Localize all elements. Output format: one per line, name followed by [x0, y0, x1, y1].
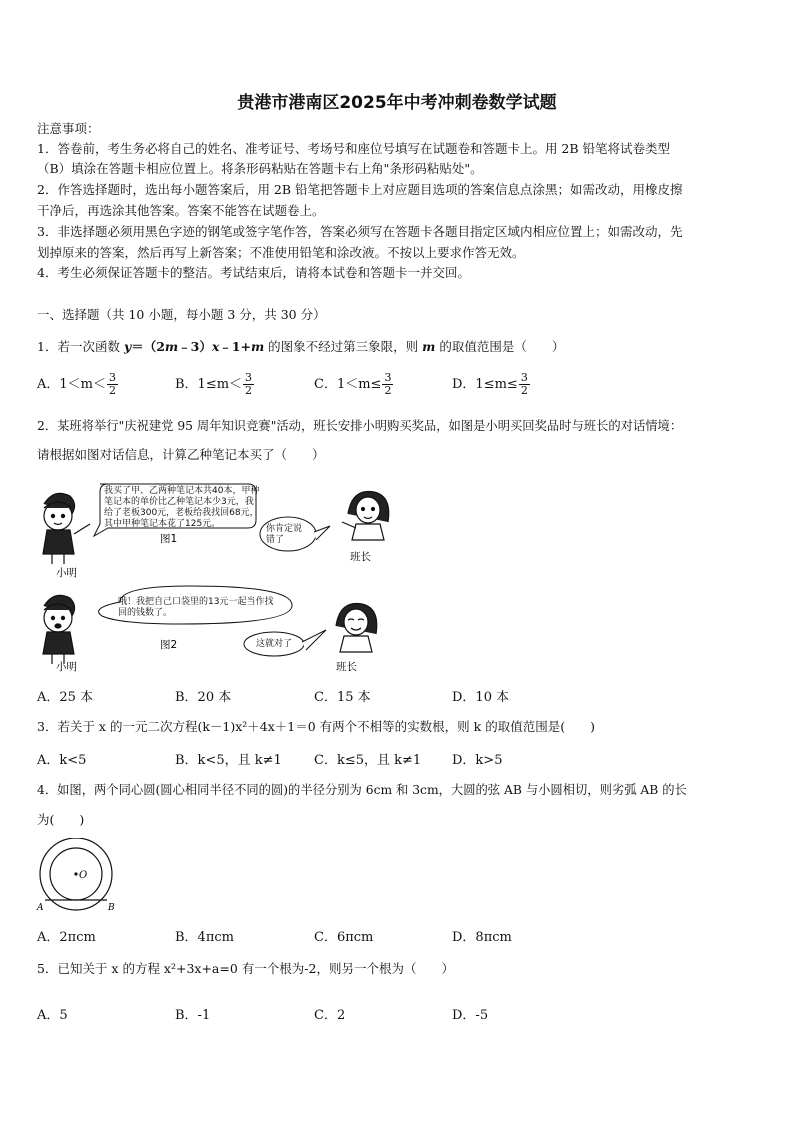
q3-option-a[interactable]: A．k<5 — [37, 753, 87, 768]
notice-item3-line1: 3．非选择题必须用黑色字迹的钢笔或签字笔作答，答案必须写在答题卡各题目指定区域内相应位置上；如需改动，先 — [37, 224, 683, 239]
notice-item3-line2: 划掉原来的答案，然后再写上新答案；不准使用铅笔和涂改液。不按以上要求作答无效。 — [37, 245, 525, 260]
q3-option-c[interactable]: C．k≤5，且 k≠1 — [314, 753, 422, 768]
bubble3-line: 回的钱数了。 — [118, 608, 173, 618]
xiaoming-figure-2 — [43, 595, 75, 664]
q1-stem-i: 的图象不经过第三象限，则 — [264, 339, 423, 354]
q1-var-x: x — [211, 339, 220, 354]
q2-option-c[interactable]: C．15 本 — [314, 690, 371, 705]
q3-option-d[interactable]: D．k>5 — [452, 753, 503, 768]
fraction-den: 2 — [520, 384, 528, 397]
label-o: O — [79, 870, 88, 881]
bubble1-line: 其中甲种笔记本花了125元。 — [104, 519, 221, 529]
q4-stem-line1: 4．如图，两个同心圆(圆心相同半径不同的圆)的半径分别为 6cm 和 3cm，大圆的弦 AB 与小圆相切，则劣弧 AB 的长 — [37, 783, 687, 797]
q4-option-b[interactable]: B．4πcm — [175, 930, 234, 945]
q5-option-d[interactable]: D．-5 — [452, 1008, 489, 1023]
fraction-num: 3 — [109, 371, 116, 384]
q1-stem-e: ﹣3） — [178, 339, 212, 354]
concentric-circles-figure — [32, 838, 122, 912]
fraction-num: 3 — [245, 371, 253, 384]
fig1-caption: 图1 — [160, 533, 178, 545]
bubble2-line: 你肯定说 — [266, 524, 303, 534]
notice-item4: 4．考生必须保证答题卡的整洁。考试结束后，请将本试卷和答题卡一并交回。 — [37, 265, 470, 280]
bubble3-line: 哦！我把自己口袋里的13元一起当作找 — [118, 597, 274, 607]
q1-option-b[interactable] — [175, 372, 254, 397]
section-heading: 一、选择题（共 10 小题，每小题 3 分，共 30 分） — [37, 307, 326, 322]
q1-var-y: y — [123, 339, 132, 354]
bubble2-text — [266, 524, 302, 546]
banzhang-figure-1 — [342, 491, 389, 540]
q1-option-d[interactable] — [452, 372, 530, 397]
q4-option-c[interactable]: C．6πcm — [314, 930, 374, 945]
notice-item1-line1: 1．答卷前，考生务必将自己的姓名、准考证号、考场号和座位号填写在试题卷和答题卡上。用 2B 铅笔将试卷类型 — [37, 141, 671, 156]
q1-option-a[interactable] — [37, 372, 118, 397]
fraction — [382, 372, 393, 397]
q4-stem-line2: 为( ) — [37, 812, 85, 827]
q5-stem: 5．已知关于 x 的方程 x²+3x+a=0 有一个根为-2，则另一个根为（ ） — [37, 961, 454, 976]
banzhang-label-1: 班长 — [350, 551, 371, 563]
q5-option-b[interactable]: B．-1 — [175, 1008, 211, 1023]
q1-stem-a: 1．若一次函数 — [37, 339, 124, 354]
q1-stem — [37, 338, 564, 356]
xiaoming-figure-1 — [43, 493, 90, 564]
q2-stem-line2: 请根据如图对话信息，计算乙种笔记本买了（ ） — [37, 447, 325, 462]
q1-stem-c: ＝（2 — [131, 339, 165, 354]
q1-option-d-label: D．1≤m≤ — [452, 377, 518, 392]
q3-stem: 3．若关于 x 的一元二次方程(k－1)x²＋4x＋1＝0 有两个不相等的实数根，则 k 的取值范围是( ) — [37, 719, 595, 734]
fraction-den: 2 — [245, 384, 253, 397]
q4-option-a[interactable]: A．2πcm — [37, 930, 96, 945]
q1-stem-k: 的取值范围是（ ） — [435, 339, 565, 354]
bubble4-text: 这就对了 — [256, 639, 293, 649]
fraction-den: 2 — [384, 384, 392, 397]
center-point — [74, 872, 77, 875]
label-a: A — [37, 903, 44, 912]
q2-option-b[interactable]: B．20 本 — [175, 690, 232, 705]
fraction-den: 2 — [109, 384, 116, 397]
bubble1-line: 我买了甲、乙两种笔记本共40本，甲种 — [104, 486, 260, 496]
q1-option-c[interactable] — [314, 372, 393, 397]
banzhang-figure-2 — [336, 603, 377, 652]
notice-item2-line1: 2．作答选择题时，选出每小题答案后，用 2B 铅笔把答题卡上对应题目选项的答案信息点涂黑；如需改动，用橡皮擦 — [37, 182, 683, 197]
banzhang-label-2: 班长 — [336, 661, 357, 673]
q2-stem-line1: 2．某班将举行"庆祝建党 95 周年知识竞赛"活动，班长安排小明购买奖品，如图是小明买回奖品时与班长的对话情境： — [37, 419, 683, 433]
q1-var-m2: m — [250, 339, 265, 354]
fig2-caption: 图2 — [160, 639, 178, 651]
q1-var-m3: m — [422, 339, 436, 354]
notice-item1-line2: （B）填涂在答题卡相应位置上。将条形码粘贴在答题卡右上角"条形码粘贴处"。 — [37, 161, 483, 176]
fraction — [243, 372, 254, 397]
bubble1-line: 笔记本的单价比乙种笔记本少3元，我 — [104, 497, 254, 507]
q1-option-c-label: C．1＜m≤ — [314, 377, 382, 392]
bubble2-line: 错了 — [266, 535, 285, 545]
page-title: 贵港市港南区2025年中考冲刺卷数学试题 — [237, 93, 557, 113]
fraction-num: 3 — [384, 371, 392, 384]
q1-var-m1: m — [164, 339, 179, 354]
fraction — [519, 372, 530, 397]
q2-option-d[interactable]: D．10 本 — [452, 690, 510, 705]
xiaoming-label-1: 小明 — [56, 567, 77, 579]
q5-option-a[interactable]: A．5 — [37, 1008, 68, 1023]
q1-stem-g: ﹣1+ — [219, 339, 251, 354]
bubble3-text — [118, 597, 273, 619]
q1-option-a-label: A．1＜m＜ — [37, 377, 106, 392]
bubble1-text — [104, 486, 259, 530]
q3-option-b[interactable]: B．k<5，且 k≠1 — [175, 753, 282, 768]
notice-item2-line2: 干净后，再选涂其他答案。答案不能答在试题卷上。 — [37, 203, 325, 218]
q2-option-a[interactable]: A．25 本 — [37, 690, 94, 705]
q5-option-c[interactable]: C．2 — [314, 1008, 346, 1023]
bubble1-line: 给了老板300元，老板给我找回68元， — [104, 508, 259, 518]
fraction — [107, 372, 118, 397]
label-b: B — [108, 903, 115, 912]
xiaoming-label-2: 小明 — [56, 661, 77, 673]
notice-heading: 注意事项： — [37, 121, 100, 136]
q1-option-b-label: B．1≤m＜ — [175, 377, 243, 392]
q4-option-d[interactable]: D．8πcm — [452, 930, 512, 945]
fraction-num: 3 — [520, 371, 528, 384]
